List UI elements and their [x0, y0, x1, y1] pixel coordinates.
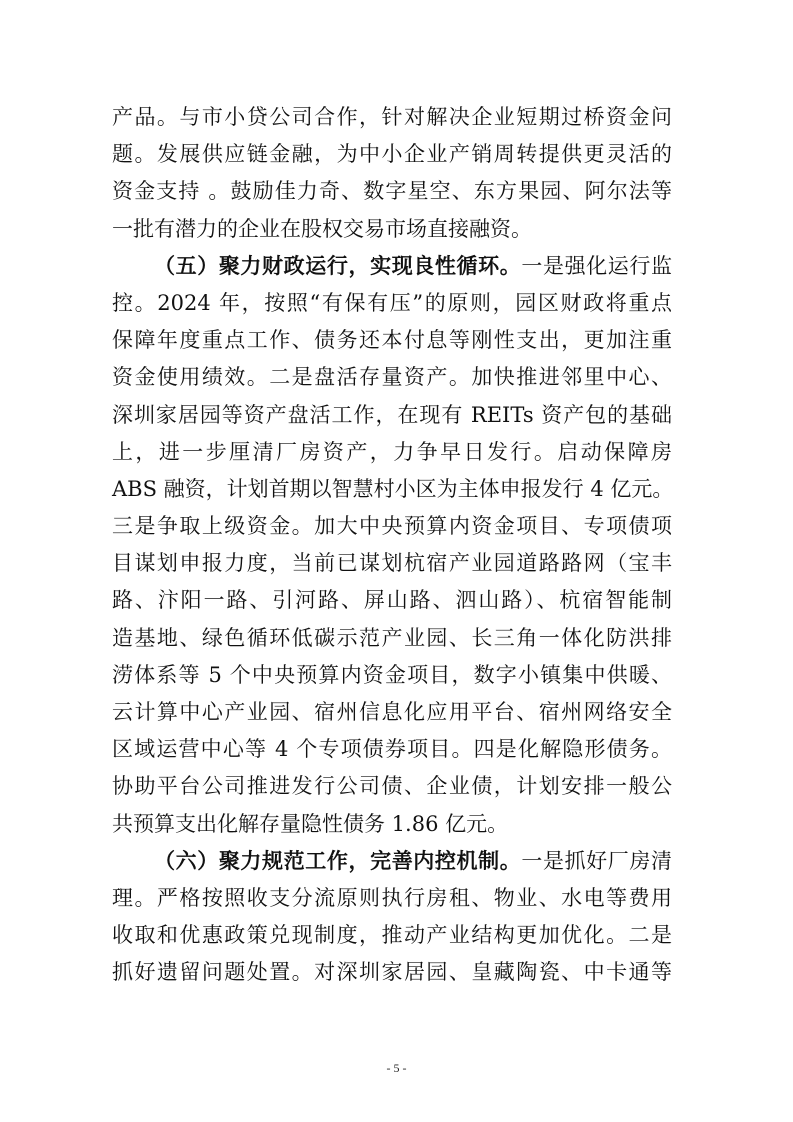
paragraph-internal-control	[112, 843, 672, 992]
text-run: 一是强化运行监	[521, 253, 673, 278]
text-line: 路、汴阳一路、引河路、屏山路、泗山路）、杭宿智能制	[112, 588, 672, 613]
paragraph-first-line	[112, 248, 672, 285]
text-line: 涝体系等 5 个中央预算内资金项目，数字小镇集中供暖、	[112, 662, 672, 687]
page-number: - 5 -	[386, 1061, 407, 1075]
text-line: 题。发展供应链金融，为中小企业产销周转提供更灵活的	[112, 142, 672, 167]
text-line: 目谋划申报力度，当前已谋划杭宿产业园道路路网（宝丰	[112, 551, 672, 576]
text-line: 三是争取上级资金。加大中央预算内资金项目、专项债项	[112, 514, 672, 539]
text-line: 保障年度重点工作、债务还本付息等刚性支出，更加注重	[112, 328, 672, 353]
text-line: 区域运营中心等 4 个专项债券项目。四是化解隐形债务。	[112, 737, 672, 762]
text-line: 云计算中心产业园、宿州信息化应用平台、宿州网络安全	[112, 700, 672, 724]
text-line: 共预算支出化解存量隐性债务 1.86 亿元。	[112, 811, 509, 836]
text-line: ABS 融资，计划首期以智慧村小区为主体申报发行 4 亿元。	[112, 476, 674, 501]
text-line: 资金支持 。鼓励佳力奇、数字星空、东方果园、阿尔法等	[112, 179, 672, 204]
text-line: 上，进一步厘清厂房资产，力争早日发行。启动保障房	[112, 439, 672, 464]
text-run: 一是抓好厂房清	[521, 848, 673, 873]
document-body	[112, 99, 672, 992]
text-line: 一批有潜力的企业在股权交易市场直接融资。	[112, 216, 532, 241]
text-line: 产品。与市小贷公司合作，针对解决企业短期过桥资金问	[112, 105, 672, 129]
text-line: 造基地、绿色循环低碳示范产业园、长三角一体化防洪排	[112, 625, 672, 650]
text-line: 抓好遗留问题处置。对深圳家居园、皇藏陶瓷、中卡通等	[112, 960, 672, 985]
text-line: 理。严格按照收支分流原则执行房租、物业、水电等费用	[112, 885, 672, 910]
paragraph-financing-support	[112, 99, 672, 248]
section-heading-six: （六）聚力规范工作，完善内控机制。	[154, 848, 522, 873]
paragraph-first-line	[112, 843, 672, 880]
text-line: 控。2024 年，按照“有保有压”的原则，园区财政将重点	[112, 290, 672, 315]
section-heading-five: （五）聚力财政运行，实现良性循环。	[154, 253, 522, 278]
text-line: 收取和优惠政策兑现制度，推动产业结构更加优化。二是	[112, 923, 672, 948]
paragraph-fiscal-operation	[112, 248, 672, 843]
text-line: 资金使用绩效。二是盘活存量资产。加快推进邻里中心、	[112, 365, 672, 390]
text-line: 深圳家居园等资产盘活工作，在现有 REITs 资产包的基础	[112, 402, 672, 427]
text-line: 协助平台公司推进发行公司债、企业债，计划安排一般公	[112, 774, 672, 799]
